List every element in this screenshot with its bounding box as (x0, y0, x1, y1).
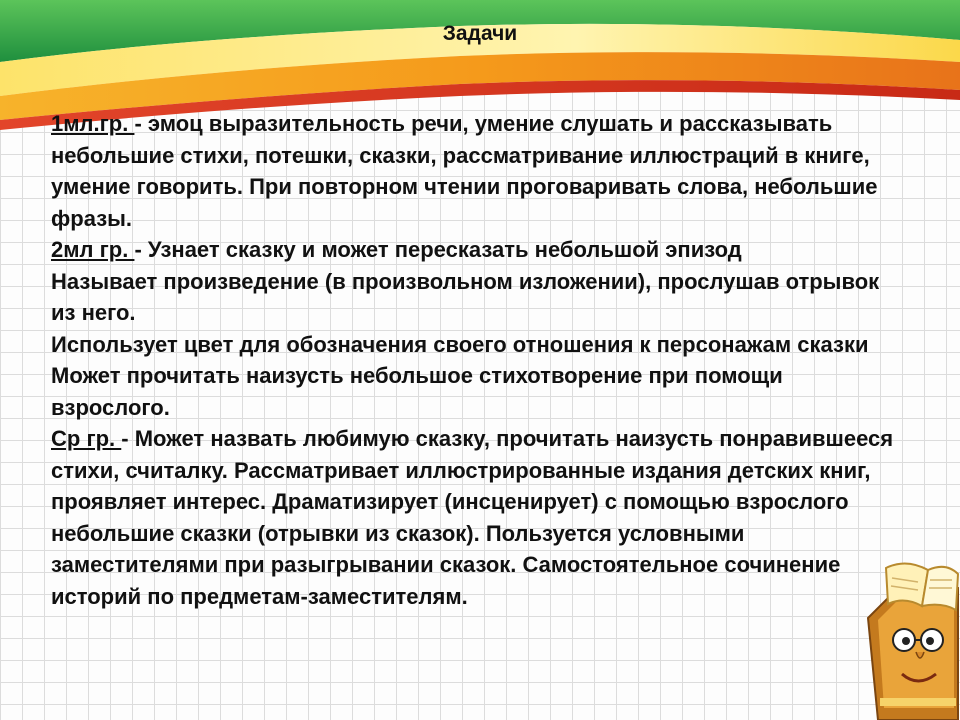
paragraph-text: Может прочитать наизусть небольшое стихотворение при помощи взрослого. (51, 363, 783, 420)
group-label-2ml: 2мл гр. (51, 237, 135, 262)
paragraph-names-work (51, 266, 901, 329)
paragraph-text: - эмоц выразительность речи, умение слушать и рассказывать небольшие стихи, потешки, сказки, рассматривание иллюстраций в книге, умение говорить. При повторном чтении проговаривать слова, небольшие фразы. (51, 111, 878, 231)
slide-title: Задачи (442, 22, 518, 45)
paragraph-text: - Узнает сказку и может пересказать небольшой эпизод (134, 237, 742, 262)
paragraph-text: - Может назвать любимую сказку, прочитать наизусть понравившееся стихи, считалку. Рассматривает иллюстрированные издания детских книг, проявляет интерес. Драматизирует (инсценирует) с помощью взрослого небольшие сказки (отрывки из сказок). Пользуется условными заместителями при разыгрывании сказок. Самостоятельное сочинение историй по предметам-заместителям. (51, 426, 894, 609)
group-label-sr: Ср гр. (51, 426, 122, 451)
paragraph-1ml (51, 108, 901, 234)
group-label-1ml: 1мл.гр. (51, 111, 135, 136)
paragraph-sr (51, 423, 901, 612)
paragraph-recite-poem (51, 360, 901, 423)
book-character-icon (858, 548, 960, 720)
paragraph-text: Использует цвет для обозначения своего отношения к персонажам сказки (51, 331, 869, 357)
paragraph-2ml (51, 234, 901, 266)
paragraph-text: Называет произведение (в произвольном изложении), прослушав отрывок из него. (51, 268, 880, 325)
slide-body (51, 108, 901, 612)
paragraph-color-attitude (51, 329, 901, 361)
